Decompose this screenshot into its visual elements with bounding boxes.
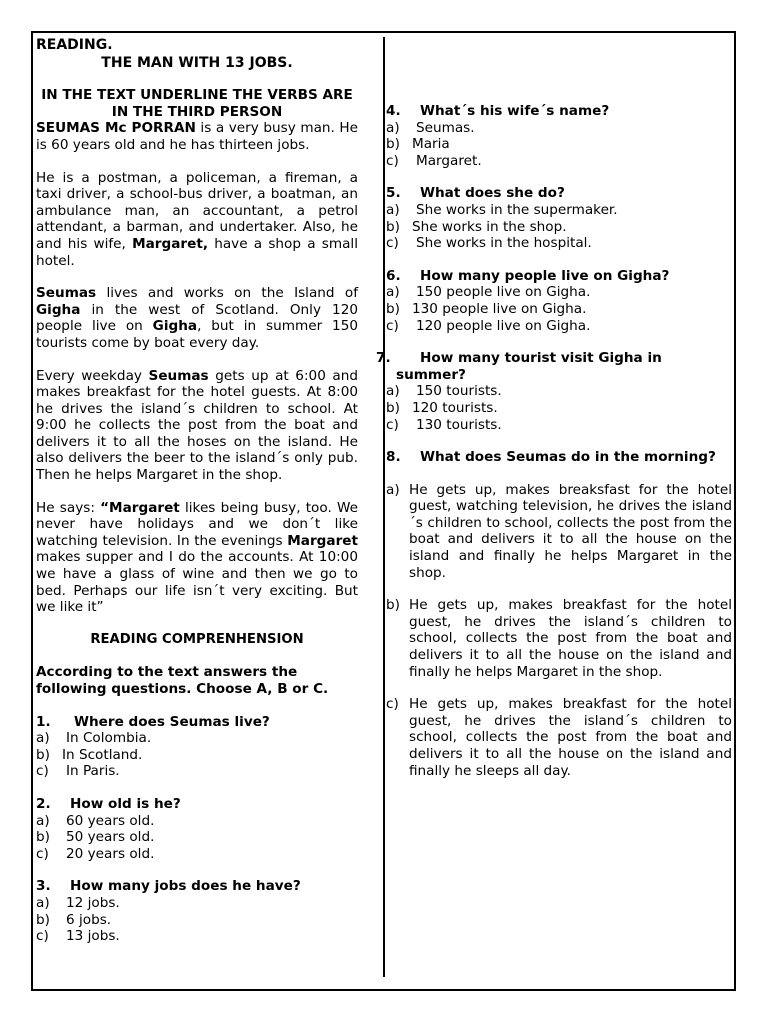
paragraph-4: Every weekday Seumas gets up at 6:00 and makes breakfast for the hotel guests. At 8:00 he drives the island´s children to school. At 9:00 he collects the post from the boat and delivers it to all the hoses on the island. He also delivers the beer to the island´s only pub. Then he helps Margaret in the shop. xyxy=(36,367,358,484)
option-c[interactable]: c) 20 years old. xyxy=(36,845,155,862)
question-4 xyxy=(386,103,732,169)
paragraph-2: He is a postman, a policeman, a fireman, a taxi driver, a school-bus driver, a boatman, an ambulance man, an accountant, a petrol attendant, a barman, and undertaker. Also, he and his wife, Margaret, have a shop a small hotel. xyxy=(36,169,358,269)
question-5 xyxy=(386,185,732,251)
option-b[interactable]: b) 130 people live on Gigha. xyxy=(386,300,587,317)
question-7 xyxy=(376,350,732,433)
option-c[interactable]: c) 120 people live on Gigha. xyxy=(386,317,591,334)
section-heading: READING. xyxy=(36,37,113,53)
option-a[interactable]: a) 60 years old. xyxy=(36,812,155,829)
comprehension-instruction: According to the text answers the following questions. Choose A, B or C. xyxy=(36,664,329,697)
option-a[interactable]: a) She works in the supermaker. xyxy=(386,201,618,218)
question-2 xyxy=(36,796,358,862)
option-b[interactable]: b) 6 jobs. xyxy=(36,911,112,928)
paragraph-1: SEUMAS Mc PORRAN is a very busy man. He is 60 years old and he has thirteen jobs. xyxy=(36,120,358,153)
option-c[interactable]: c) In Paris. xyxy=(36,763,120,780)
right-column xyxy=(376,37,732,779)
option-b[interactable]: b) 50 years old. xyxy=(36,829,155,846)
option-b[interactable]: b) Maria xyxy=(386,136,450,153)
question-1 xyxy=(36,714,358,780)
question-text: 3. How many jobs does he have? xyxy=(36,878,301,895)
option-a[interactable]: a) In Colombia. xyxy=(36,730,152,747)
option-c[interactable]: c) 13 jobs. xyxy=(36,928,120,945)
paragraph-3: Seumas lives and works on the Island of Gigha in the west of Scotland. Only 120 people live on Gigha, but in summer 150 tourists come by boat every day. xyxy=(36,285,359,351)
option-a[interactable]: a) Seumas. xyxy=(386,119,475,136)
question-text: 1. Where does Seumas live? xyxy=(36,713,270,730)
option-b[interactable]: b) In Scotland. xyxy=(36,746,143,763)
option-c[interactable]: c) He gets up, makes breakfast for the hotel guest, he drives the island´s children to school, collects the post from the boat and delivers it to all the house on the island and finally he sleeps all day. xyxy=(386,696,732,779)
question-text: 6. How many people live on Gigha? xyxy=(386,267,670,284)
comprehension-title: READING COMPRENHENSION xyxy=(90,631,304,647)
question-text: 5. What does she do? xyxy=(386,185,565,202)
story-title: THE MAN WITH 13 JOBS. xyxy=(101,54,293,71)
option-b[interactable]: b) He gets up, makes breakfast for the hotel guest, he drives the island´s children to school, collects the post from the boat and delivers it to all the house on the island and finally he helps Margaret in the shop. xyxy=(386,597,732,680)
option-c[interactable]: c) 130 tourists. xyxy=(386,416,502,433)
column-divider xyxy=(383,37,385,977)
option-c[interactable]: c) She works in the hospital. xyxy=(386,235,592,252)
question-8 xyxy=(386,449,732,779)
paragraph-5: He says: “Margaret likes being busy, too. We never have holidays and we don´t like watching television. In the evenings Margaret makes supper and I do the accounts. At 10:00 we have a glass of wine and then we go to bed. Perhaps our life isn´t very exciting. But we like it” xyxy=(36,499,358,616)
option-a[interactable]: a) He gets up, makes breaksfast for the hotel guest, watching television, he drives the island´s children to school, collects the post from the boat and delivers it to all the house on the island and finally he helps Margaret in the shop. xyxy=(386,481,732,581)
question-6 xyxy=(386,268,732,334)
question-text: 8. What does Seumas do in the morning? xyxy=(386,449,716,466)
option-a[interactable]: a) 150 people live on Gigha. xyxy=(386,284,591,301)
question-text: 7. How many tourist visit Gigha in summer? xyxy=(376,350,662,383)
option-a[interactable]: a) 12 jobs. xyxy=(36,894,120,911)
question-text: 2. How old is he? xyxy=(36,795,181,812)
option-b[interactable]: b) 120 tourists. xyxy=(386,399,498,416)
option-b[interactable]: b) She works in the shop. xyxy=(386,218,567,235)
option-a[interactable]: a) 150 tourists. xyxy=(386,383,502,400)
left-column xyxy=(36,37,358,945)
underline-instruction: IN THE TEXT UNDERLINE THE VERBS ARE IN THE THIRD PERSON xyxy=(41,87,353,120)
question-text: 4. What´s his wife´s name? xyxy=(386,103,610,119)
seumas-name: SEUMAS Mc PORRAN xyxy=(36,120,196,137)
option-c[interactable]: c) Margaret. xyxy=(386,152,482,169)
question-3 xyxy=(36,878,358,944)
